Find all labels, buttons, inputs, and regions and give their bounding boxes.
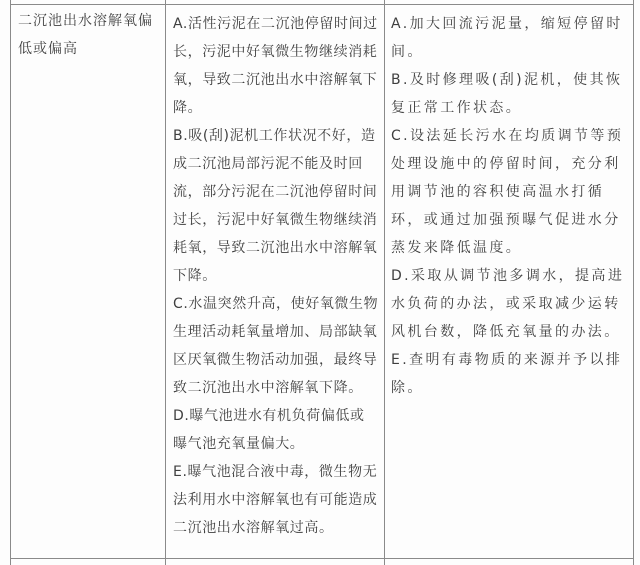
- empty-cell: [385, 559, 634, 565]
- table-row: [11, 5, 634, 559]
- troubleshooting-table: [10, 0, 634, 565]
- paragraph: D.曝气池进水有机负荷偏低或曝气池充氧量偏大。: [173, 408, 365, 452]
- paragraph: E.查明有毒物质的来源并予以排除。: [391, 352, 623, 396]
- paragraph: A.活性污泥在二沉池停留时间过长，污泥中好氧微生物继续消耗氧，导致二沉池出水中溶解氧下降。: [173, 16, 378, 116]
- partial-row-bottom: [11, 559, 634, 565]
- paragraph: D.采取从调节池多调水，提高进水负荷的办法，或采取减少运转风机台数，降低充氧量的办法。: [391, 268, 625, 340]
- causes-cell: [166, 5, 385, 559]
- empty-cell: [11, 559, 166, 565]
- empty-cell: [166, 559, 385, 565]
- paragraph: E.曝气池混合液中毒，微生物无法利用水中溶解氧也有可能造成二沉池出水溶解氧过高。: [173, 464, 378, 536]
- paragraph: B.吸(刮)泥机工作状况不好，造成二沉池局部污泥不能及时回流，部分污泥在二沉池停留时间过长，污泥中好氧微生物继续消耗氧，导致二沉池出水中溶解氧下降。: [173, 128, 378, 284]
- issue-label-cell: 二沉池出水溶解氧偏低或偏高: [11, 5, 166, 559]
- paragraph: B.及时修理吸(刮)泥机，使其恢复正常工作状态。: [391, 72, 623, 116]
- paragraph: C.设法延长污水在均质调节等预处理设施中的停留时间，充分利用调节池的容积使高温水打循环，或通过加强预曝气促进水分蒸发来降低温度。: [391, 128, 624, 256]
- paragraph: C.水温突然升高，使好氧微生物生理活动耗氧量增加、局部缺氧区厌氧微生物活动加强，最终导致二沉池出水中溶解氧下降。: [173, 296, 379, 396]
- paragraph: A.加大回流污泥量，缩短停留时间。: [391, 16, 623, 60]
- solutions-cell: [385, 5, 634, 559]
